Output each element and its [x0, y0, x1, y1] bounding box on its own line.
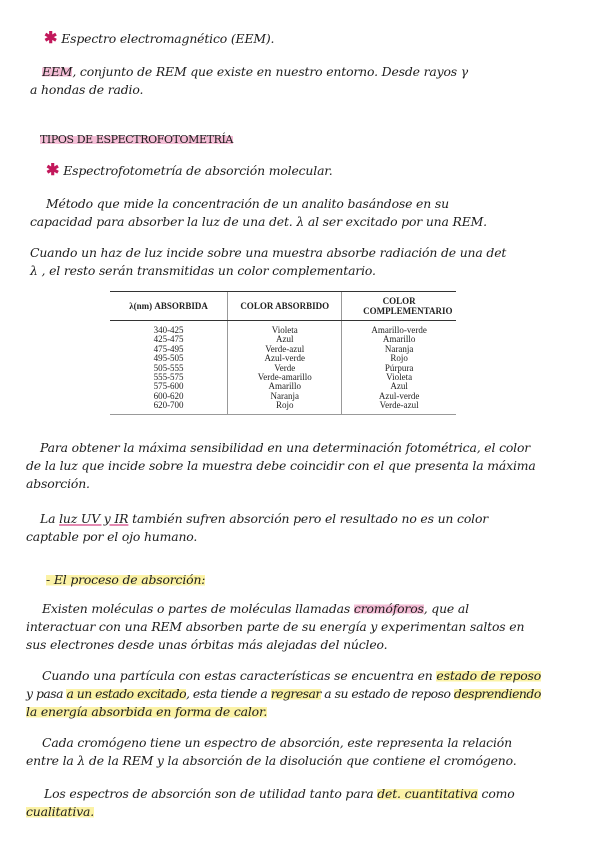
metodo-line-2: capacidad para absorber la luz de una det. λ al ser excitado por una REM. [30, 214, 487, 229]
cell-absorbed: Verde-amarillo [228, 373, 342, 382]
existen-pre: Existen moléculas o partes de moléculas llamadas [42, 601, 354, 616]
existen-line-3: sus electrones desde unas órbitas más alejadas del núcleo. [26, 637, 388, 652]
cell-wavelength: 475-495 [153, 343, 184, 354]
proceso-heading-text: - El proceso de absorción: [46, 572, 206, 587]
cuando-line-1: Cuando un haz de luz incide sobre una muestra absorbe radiación de una det [30, 245, 507, 260]
estado-reposo-highlight: estado de reposo [436, 668, 542, 683]
regresar-highlight: regresar [270, 686, 321, 701]
cell-complementary: Violeta [342, 373, 456, 382]
cell-complementary: Amarillo-verde [342, 321, 456, 336]
los-pre: Los espectros de absorción son de utilidad tanto para [44, 786, 378, 801]
table-row [110, 401, 456, 414]
cell-complementary: Azul [342, 382, 456, 391]
cada-line-2: entre la λ de la REM y la absorción de la disolución que contiene el cromógeno. [26, 753, 517, 768]
cell-complementary: Azul-verde [342, 392, 456, 401]
cell-complementary: Verde-azul [342, 401, 456, 414]
particula-line-3 [26, 704, 267, 720]
det-cuantitativa-highlight: det. cuantitativa [377, 786, 478, 801]
cell-absorbed: Azul [228, 335, 342, 344]
particula-line-2 [26, 686, 541, 702]
eem-heading [44, 30, 274, 47]
cell-complementary: Amarillo [342, 335, 456, 344]
cuando-line-2: λ , el resto serán transmitidas un color complementario. [30, 263, 376, 278]
luz-line-2: captable por el ojo humano. [26, 529, 198, 544]
cell-wavelength: 505-555 [153, 362, 184, 373]
para-line-3: absorción. [26, 476, 90, 491]
tipos-heading [40, 132, 233, 148]
luz-uv-ir-underline: luz UV y IR [59, 511, 129, 526]
particula-line-1 [42, 668, 541, 684]
header-absorbed-color: COLOR ABSORBIDO [228, 292, 342, 321]
asterisk-icon: ✱ [46, 160, 60, 179]
cell-complementary: Púrpura [342, 364, 456, 373]
cada-line-1: Cada cromógeno tiene un espectro de absorción, este representa la relación [42, 735, 512, 750]
cell-absorbed: Verde [228, 364, 342, 373]
molecular-heading [46, 162, 333, 179]
eem-line1-rest: , conjunto de REM que existe en nuestro entorno. Desde rayos γ [72, 64, 469, 79]
cell-absorbed: Violeta [228, 321, 342, 336]
desprendiendo-highlight: desprendiendo [453, 686, 541, 701]
cell-wavelength: 495-505 [153, 353, 184, 364]
luz-line-1 [40, 511, 488, 527]
part2-mid2: a su estado de reposo [320, 686, 454, 701]
header-wavelength: λ(nm) ABSORBIDA [110, 292, 228, 321]
cell-wavelength: 555-575 [153, 372, 184, 383]
cualitativa-highlight: cualitativa. [26, 804, 95, 819]
eem-definition-line-1 [42, 64, 468, 80]
part2-mid: , esta tiende a [186, 686, 271, 701]
para-line-1: Para obtener la máxima sensibilidad en una determinación fotométrica, el color [40, 440, 531, 455]
cell-absorbed: Azul-verde [228, 354, 342, 363]
tipos-heading-text: TIPOS DE ESPECTROFOTOMETRÍA [40, 133, 233, 146]
table-row [110, 321, 456, 336]
existen-line-2: interactuar con una REM absorben parte de su energía y experimentan saltos en [26, 619, 525, 634]
los-post: como [477, 786, 515, 801]
part2-pre: y pasa [26, 686, 67, 701]
asterisk-icon: ✱ [44, 28, 58, 47]
luz-pre: La [40, 511, 60, 526]
eem-heading-text: Espectro electromagnético (EEM). [61, 31, 275, 46]
table-header-row [110, 292, 456, 321]
proceso-heading [46, 572, 205, 588]
cell-complementary: Naranja [342, 345, 456, 354]
metodo-line-1: Método que mide la concentración de un analito basándose en su [46, 196, 449, 211]
existen-line-1 [42, 601, 469, 617]
para-line-2: de la luz que incide sobre la muestra debe coincidir con el que presenta la máxima [26, 458, 536, 473]
cell-wavelength: 575-600 [153, 381, 184, 392]
header-complementary-color [342, 292, 456, 321]
cell-wavelength: 425-475 [153, 334, 184, 345]
cell-complementary: Rojo [342, 354, 456, 363]
header-complementary-text: COLOR COMPLEMENTARIO [363, 296, 453, 316]
cell-absorbed: Rojo [228, 401, 342, 414]
eem-abbr-highlight: EEM [42, 64, 73, 79]
los-line-2 [26, 804, 94, 820]
part-pre: Cuando una partícula con estas características se encuentra en [42, 668, 437, 683]
cell-wavelength: 340-425 [153, 325, 184, 335]
luz-post: también sufren absorción pero el resultado no es un color [128, 511, 489, 526]
cell-wavelength: 600-620 [153, 390, 184, 401]
cell-absorbed: Naranja [228, 392, 342, 401]
estado-excitado-highlight: a un estado excitado [66, 686, 187, 701]
cell-absorbed: Verde-azul [228, 345, 342, 354]
absorption-table [110, 291, 456, 415]
cell-absorbed: Amarillo [228, 382, 342, 391]
energia-calor-highlight: la energía absorbida en forma de calor. [26, 704, 268, 719]
eem-definition-line-2: a hondas de radio. [30, 82, 144, 97]
existen-post: , que al [423, 601, 469, 616]
cromoforos-highlight: cromóforos [353, 601, 424, 616]
los-line-1 [44, 786, 515, 802]
molecular-heading-text: Espectrofotometría de absorción molecular. [63, 163, 333, 178]
cell-wavelength: 620-700 [110, 401, 228, 414]
